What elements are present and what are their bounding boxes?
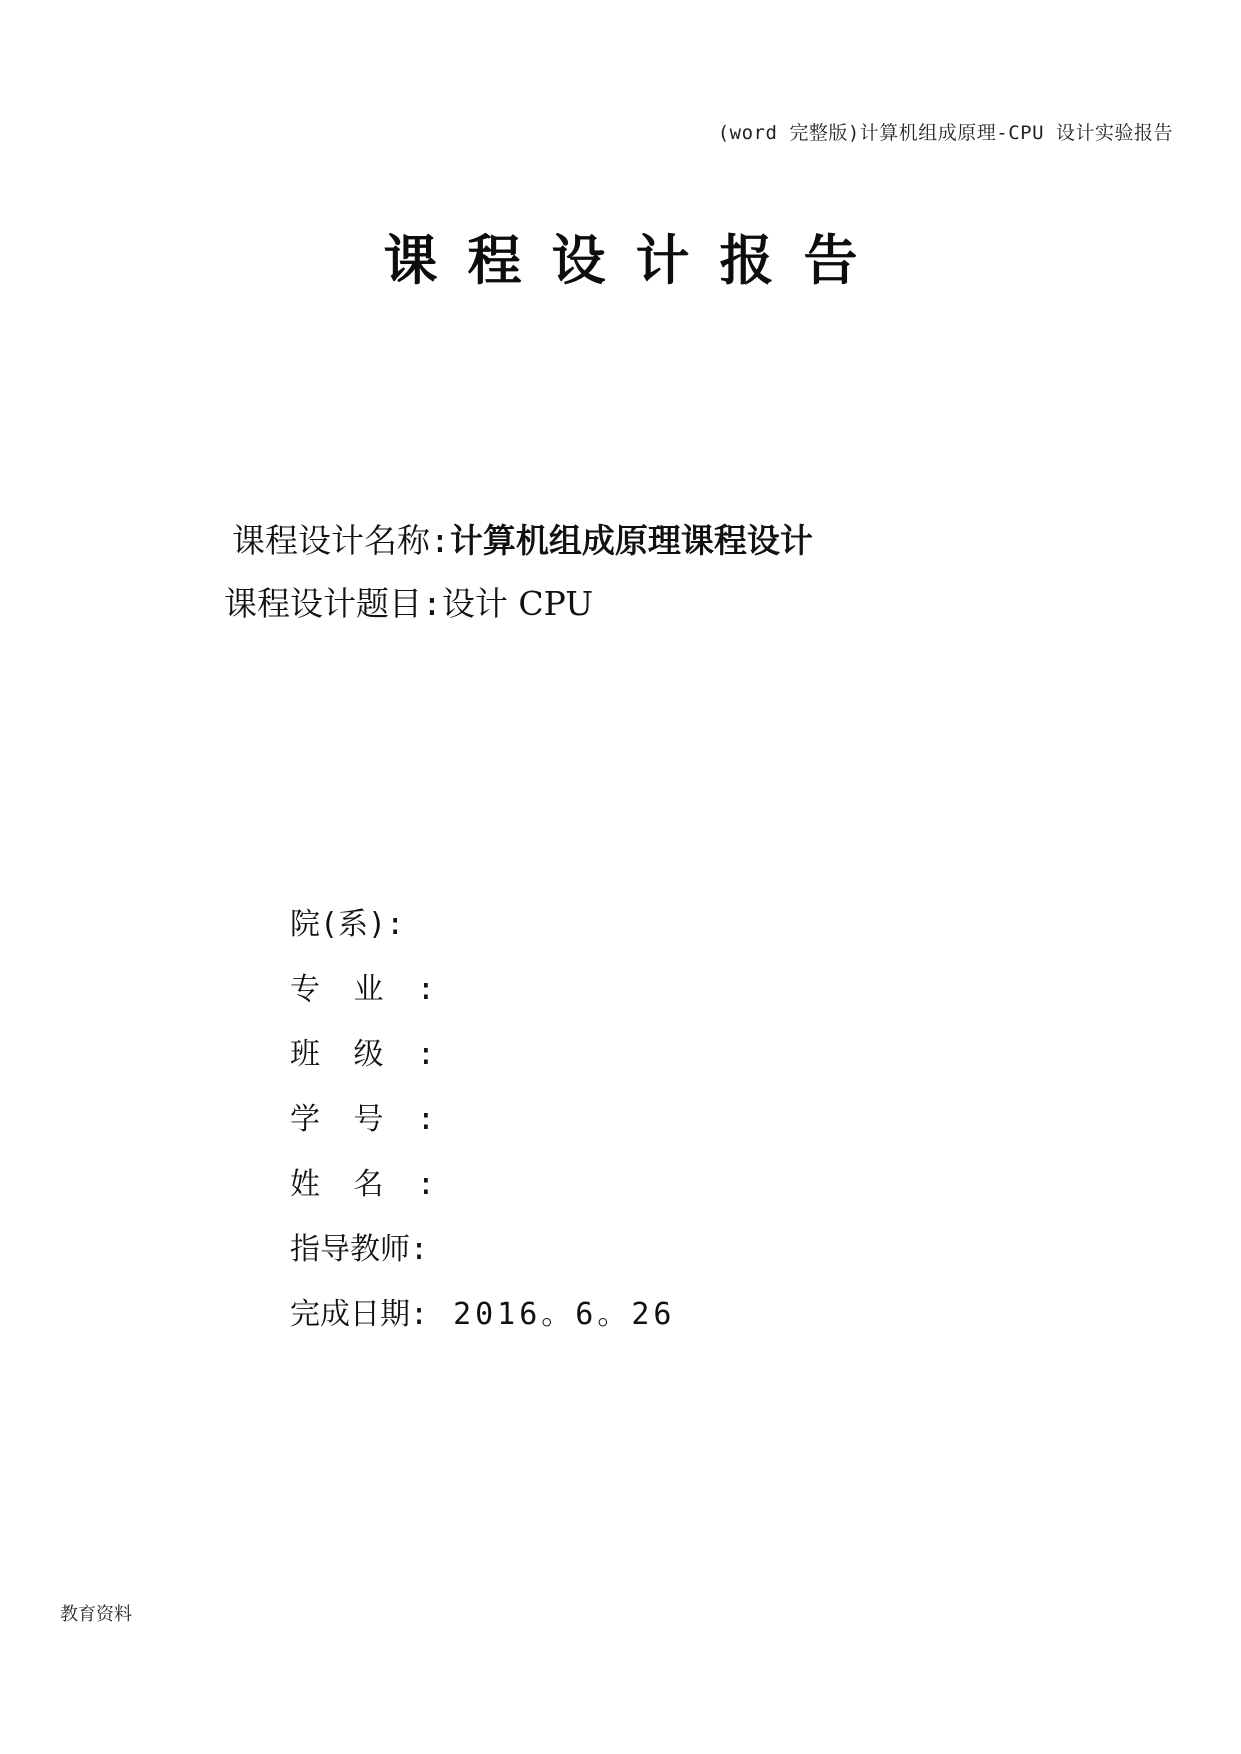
department-label: 院(系): (290, 907, 405, 942)
major-label: 专业: (290, 972, 435, 1007)
course-name-value: 计算机组成原理课程设计 (449, 521, 813, 560)
info-row-name (290, 1165, 676, 1230)
completion-date-value: 2016。6。26 (453, 1297, 676, 1332)
student-id-label: 学号: (290, 1102, 435, 1137)
course-topic-value: 设计 CPU (441, 584, 594, 623)
running-header: (word 完整版)计算机组成原理-CPU 设计实验报告 (717, 122, 1173, 144)
info-row-advisor (290, 1230, 676, 1295)
info-row-major (290, 970, 676, 1035)
footer-note: 教育资料 (60, 1604, 132, 1625)
completion-date-label: 完成日期: (290, 1297, 429, 1332)
student-info-list (290, 905, 676, 1360)
course-topic-label: 课程设计题目: (224, 584, 442, 623)
info-row-completion-date (290, 1295, 676, 1360)
course-topic-line (224, 578, 593, 625)
info-row-class (290, 1035, 676, 1100)
info-row-department (290, 905, 676, 970)
course-name-line (232, 515, 813, 562)
advisor-label: 指导教师: (290, 1232, 429, 1267)
document-title: 课程设计报告 (383, 229, 888, 292)
class-label: 班级: (290, 1037, 435, 1072)
course-name-label: 课程设计名称: (232, 521, 450, 560)
student-name-label: 姓名: (290, 1167, 435, 1202)
info-row-student-id (290, 1100, 676, 1165)
